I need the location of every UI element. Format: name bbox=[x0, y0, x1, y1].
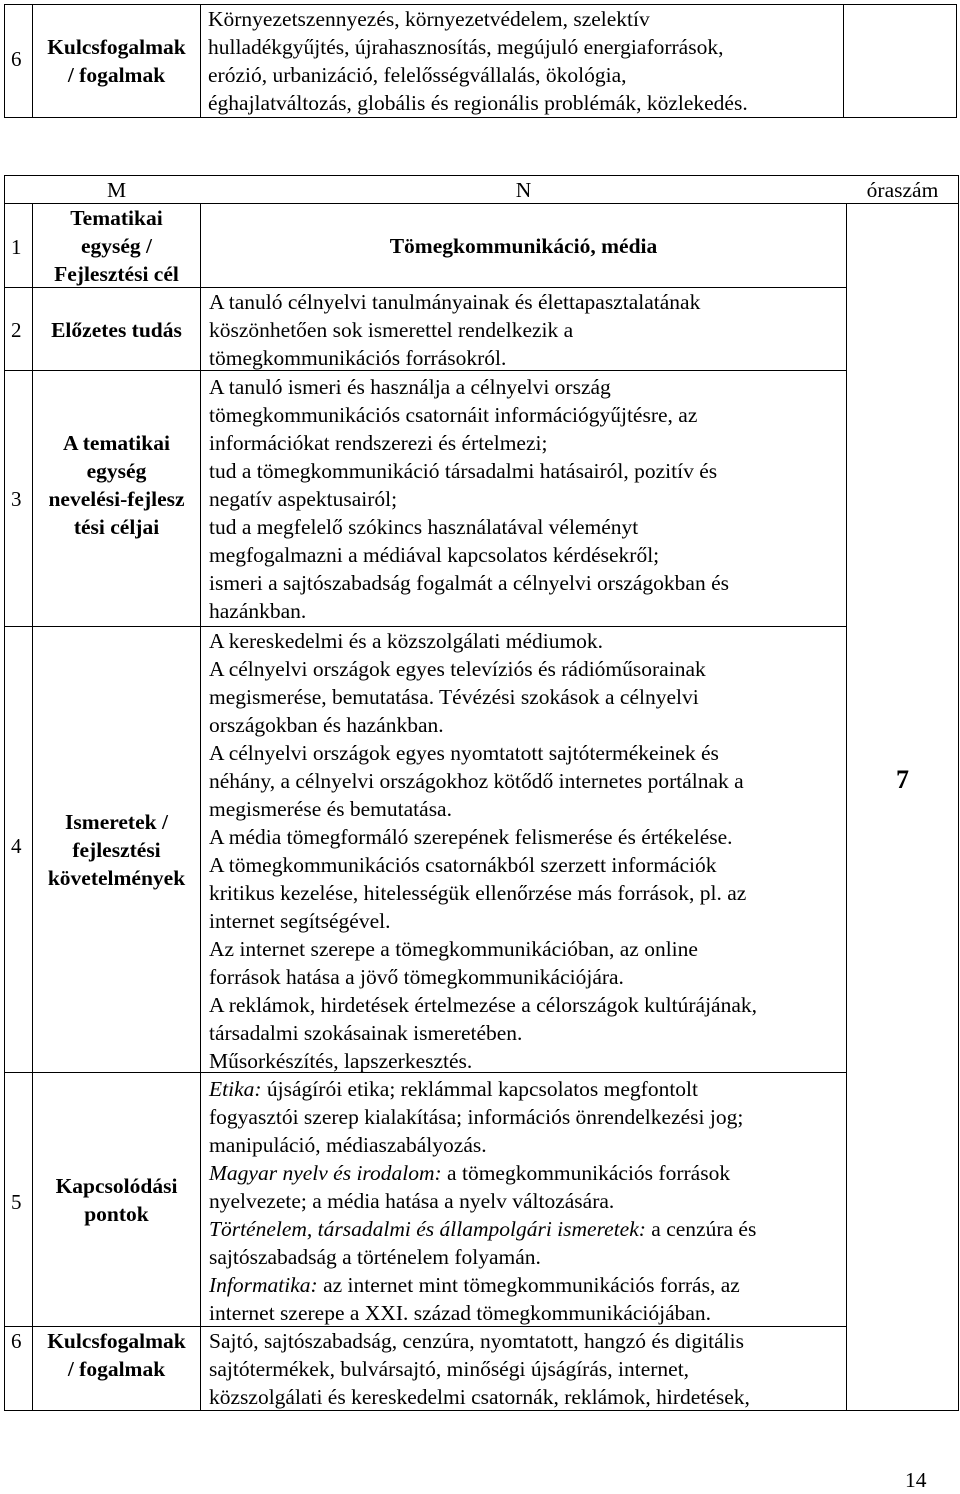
connection-line bbox=[209, 1159, 730, 1187]
prev-row-content-line: hulladékgyűjtés, újrahasznosítás, megújuló energiaforrások, bbox=[208, 35, 724, 59]
connection-subject: Magyar nyelv és irodalom: bbox=[209, 1161, 442, 1185]
prev-row-label-line: Kulcsfogalmak bbox=[47, 35, 186, 59]
row-content-line: hazánkban. bbox=[209, 599, 307, 623]
connection-line: internet szerepe a XXI. század tömegkommunikációjában. bbox=[209, 1301, 712, 1325]
row-content-line: ismeri a sajtószabadság fogalmát a célnyelvi országokban és bbox=[209, 571, 729, 595]
connection-text: újságírói etika; reklámmal kapcsolatos megfontolt bbox=[261, 1077, 699, 1101]
row-content-line: sajtótermékek, bulvársajtó, minőségi újságírás, internet, bbox=[209, 1357, 690, 1381]
table-left-border bbox=[4, 175, 5, 1411]
prev-table-right-border bbox=[956, 4, 957, 118]
header-col-hours: óraszám bbox=[866, 178, 939, 202]
connection-line: sajtószabadság a történelem folyamán. bbox=[209, 1245, 541, 1269]
section-title: Tömegkommunikáció, média bbox=[389, 234, 658, 258]
prev-row-content-line: éghajlatváltozás, globális és regionális problémák, közlekedés. bbox=[208, 91, 748, 115]
col-number-border bbox=[32, 203, 33, 1411]
connection-line bbox=[209, 1215, 756, 1243]
connection-subject: Etika: bbox=[209, 1077, 262, 1101]
row-number: 3 bbox=[11, 487, 22, 511]
row-label-line: pontok bbox=[84, 1202, 149, 1226]
row-content-line: megismerése és bemutatása. bbox=[209, 797, 452, 821]
connection-text: a tömegkommunikációs források bbox=[441, 1161, 731, 1185]
row-content-line: tud a megfelelő szókincs használatával véleményt bbox=[209, 515, 639, 539]
row-content-line: társadalmi szokásainak ismeretében. bbox=[209, 1021, 523, 1045]
row-number: 5 bbox=[11, 1190, 22, 1214]
row-label-line: Kapcsolódási bbox=[55, 1174, 178, 1198]
header-col-m: M bbox=[106, 178, 127, 202]
row-label-line: A tematikai bbox=[63, 431, 170, 455]
row-label-line: nevelési-fejlesz bbox=[48, 487, 185, 511]
prev-row-content-line: Környezetszennyezés, környezetvédelem, szelektív bbox=[208, 7, 650, 31]
connection-subject: Történelem, társadalmi és állampolgári ismeretek: bbox=[209, 1217, 646, 1241]
row-content-line: megfogalmazni a médiával kapcsolatos kérdésekről; bbox=[209, 543, 660, 567]
connection-line: manipuláció, médiaszabályozás. bbox=[209, 1133, 487, 1157]
row-label-line: Előzetes tudás bbox=[51, 318, 182, 342]
row-label-line: követelmények bbox=[47, 866, 186, 890]
row-content-line: Műsorkészítés, lapszerkesztés. bbox=[209, 1049, 473, 1073]
connection-line: nyelvezete; a média hatása a nyelv változására. bbox=[209, 1189, 615, 1213]
connection-line: fogyasztói szerep kialakítása; információs önrendelkezési jog; bbox=[209, 1105, 744, 1129]
header-col-n: N bbox=[515, 178, 532, 202]
connection-line bbox=[209, 1271, 740, 1299]
row-content-line: A reklámok, hirdetések értelmezése a célországok kultúrájának, bbox=[209, 993, 758, 1017]
row-content-line: források hatása a jövő tömegkommunikációjára. bbox=[209, 965, 624, 989]
row-content-line: országokban és hazánkban. bbox=[209, 713, 444, 737]
row-content-line: tud a tömegkommunikáció társadalmi hatásairól, pozitív és bbox=[209, 459, 718, 483]
row-label-line: Tematikai bbox=[70, 206, 163, 230]
hours-value: 7 bbox=[896, 765, 909, 794]
row-label-line: fejlesztési bbox=[72, 838, 161, 862]
row-content-line: köszönhetően sok ismerettel rendelkezik a bbox=[209, 318, 574, 342]
row-content-line: A kereskedelmi és a közszolgálati médiumok. bbox=[209, 629, 604, 653]
prev-row-label-line: / fogalmak bbox=[67, 63, 166, 87]
row-label-line: Kulcsfogalmak bbox=[47, 1329, 186, 1353]
row-content-line: Sajtó, sajtószabadság, cenzúra, nyomtatott, hangzó és digitális bbox=[209, 1329, 744, 1353]
row-content-line: kritikus kezelése, hitelességük ellenőrzése más források, pl. az bbox=[209, 881, 747, 905]
page-number: 14 bbox=[905, 1468, 927, 1492]
table-right-border bbox=[958, 175, 959, 1411]
row-content-line: tömegkommunikációs forrásokról. bbox=[209, 346, 507, 370]
row-number: 4 bbox=[11, 834, 22, 858]
row-content-line: közszolgálati és kereskedelmi csatornák, reklámok, hirdetések, bbox=[209, 1385, 750, 1409]
row-content-line: A célnyelvi országok egyes nyomtatott sajtótermékeinek és bbox=[209, 741, 719, 765]
col-content-border bbox=[846, 203, 847, 1411]
row-content-line: Az internet szerepe a tömegkommunikációban, az online bbox=[209, 937, 698, 961]
row-content-line: tömegkommunikációs csatornáit információgyűjtésre, az bbox=[209, 403, 698, 427]
row-content-line: internet segítségével. bbox=[209, 909, 391, 933]
prev-row-content-line: erózió, urbanizáció, felelősségvállalás, ökológia, bbox=[208, 63, 627, 87]
col-label-border bbox=[200, 203, 201, 1411]
row-label-line: egység / bbox=[80, 234, 153, 258]
row-content-line: A tanuló ismeri és használja a célnyelvi ország bbox=[209, 375, 611, 399]
row-content-line: A célnyelvi országok egyes televíziós és rádióműsorainak bbox=[209, 657, 706, 681]
connection-text: a cenzúra és bbox=[645, 1217, 757, 1241]
row-content-line: negatív aspektusairól; bbox=[209, 487, 398, 511]
connection-line bbox=[209, 1075, 698, 1103]
connection-text: az internet mint tömegkommunikációs forrás, az bbox=[317, 1273, 740, 1297]
row-content-line: A tanuló célnyelvi tanulmányainak és élettapasztalatának bbox=[209, 290, 701, 314]
prev-table-col3-border bbox=[843, 4, 844, 118]
row-label-line: Ismeretek / bbox=[65, 810, 168, 834]
prev-table-left-border bbox=[4, 4, 5, 118]
connection-subject: Informatika: bbox=[209, 1273, 318, 1297]
row-label-line: tési céljai bbox=[73, 515, 160, 539]
row-content-line: megismerése, bemutatása. Tévézési szokások a célnyelvi bbox=[209, 685, 699, 709]
row-number: 6 bbox=[11, 1329, 22, 1353]
row-label-line: / fogalmak bbox=[67, 1357, 166, 1381]
prev-row-number: 6 bbox=[11, 47, 22, 71]
row-content-line: A média tömegformáló szerepének felismerése és értékelése. bbox=[209, 825, 733, 849]
row-content-line: néhány, a célnyelvi országokhoz kötődő internetes portálnak a bbox=[209, 769, 744, 793]
row-number: 2 bbox=[11, 318, 22, 342]
row-content-line: információkat rendszerezi és értelmezi; bbox=[209, 431, 548, 455]
row-number: 1 bbox=[11, 235, 22, 259]
row-label-line: Fejlesztési cél bbox=[54, 262, 179, 286]
row-label-line: egység bbox=[86, 459, 147, 483]
prev-table-col2-border bbox=[200, 4, 201, 118]
prev-table-bottom-border bbox=[4, 117, 957, 118]
row-content-line: A tömegkommunikációs csatornákból szerzett információk bbox=[209, 853, 717, 877]
